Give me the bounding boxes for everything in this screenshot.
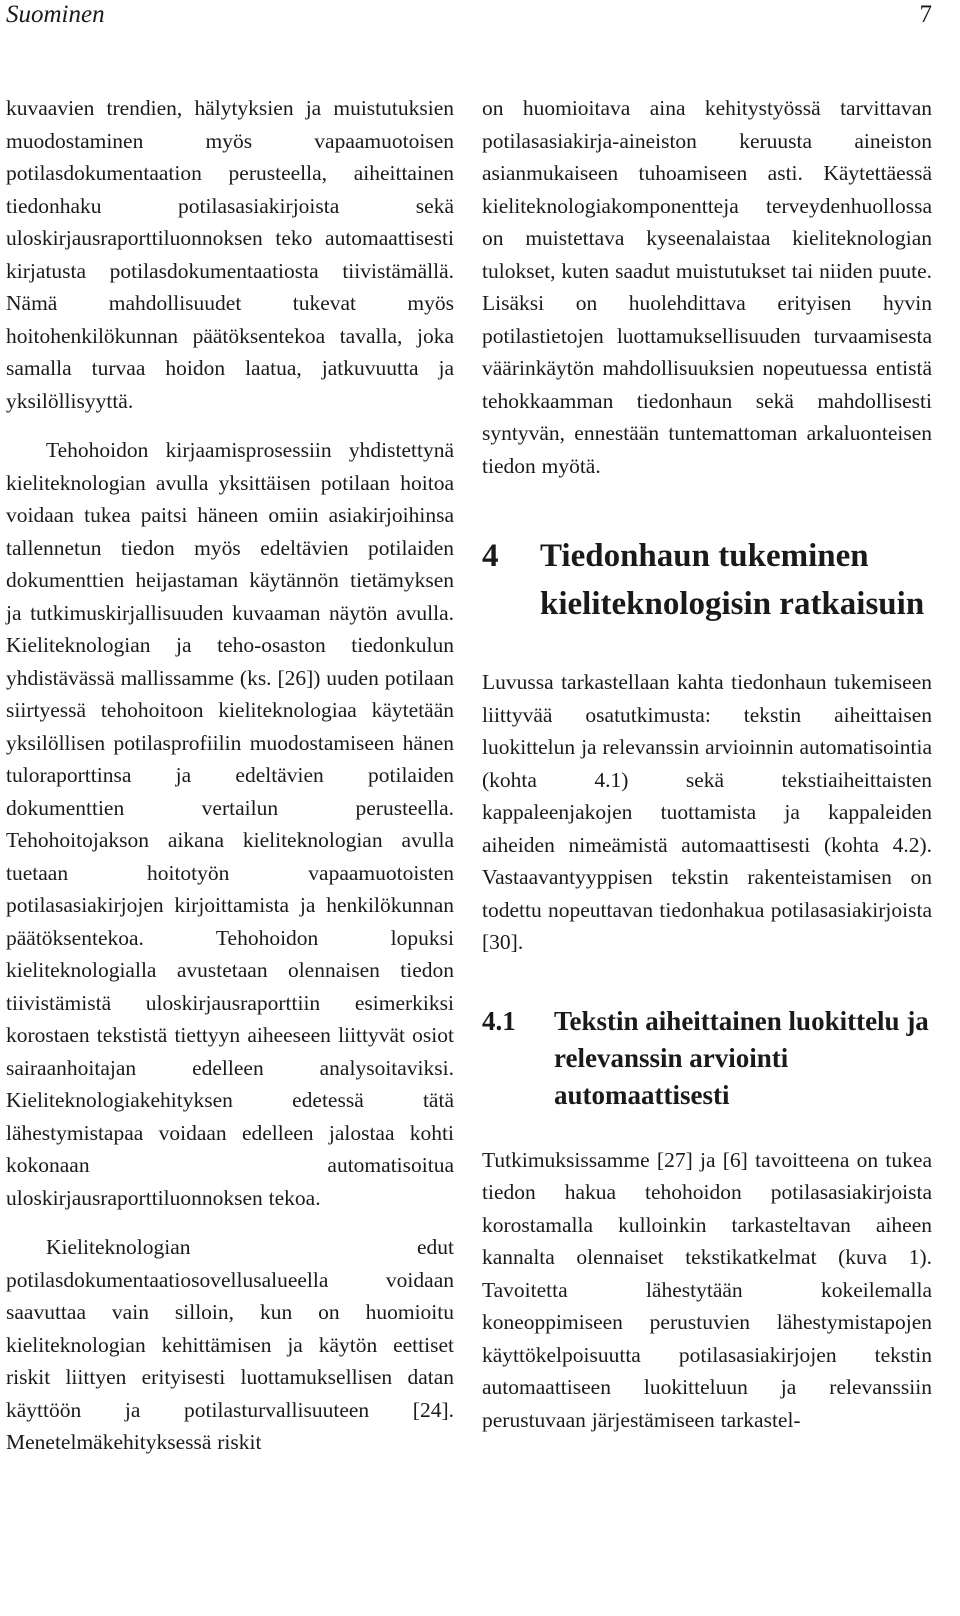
paragraph: Luvussa tarkastellaan kahta tiedonhaun tukemiseen liittyvää osatutkimusta: tekstin aiheittaisen luokittelun ja relevanssin arvioinnin automatisointia (kohta 4.1) sekä tekstiaiheittaisten kappaleenjakojen tuottamista ja kappaleiden aiheiden nimeämistä automaattisesti (kohta 4.2). Vastaavantyyppisen tekstin rakenteistamisen on todettu nopeuttavan tiedonhakua potilasasiakirjoista [30]. xyxy=(482,670,932,954)
left-column xyxy=(6,92,454,1459)
section-title: Tiedonhaun tukeminen kieliteknologisin ratkaisuin xyxy=(540,538,925,622)
subsection-number: 4.1 xyxy=(482,1005,516,1036)
paragraph: on huomioitava aina kehitystyössä tarvittavan potilasasiakirja-aineiston keruusta aineiston asianmukaiseen tuhoamiseen asti. Käytettäessä kieliteknologiakomponentteja terveydenhuollossa on muistettava kyseenalaistaa kieliteknologian tulokset, kuten saadut muistutukset tai niiden puute. Lisäksi on huolehdittava erityisen hyvin potilastietojen luottamuksellisuuden turvaamisesta väärinkäytön mahdollisuuksien nopeutuessa entistä tehokkaamman tiedonhaun sekä mahdollisesti syntyvän, ennestään tuntemattoman arkaluonteisen tiedon myötä. xyxy=(482,96,932,478)
running-title: Suominen xyxy=(6,1,105,28)
paragraph: Tutkimuksissamme [27] ja [6] tavoitteena on tukea tiedon hakua tehohoidon potilasasiakirjoista korostamalla kulloinkin tarkasteltavan aiheen kannalta olennaiset tekstikatkelmat (kuva 1). Tavoitetta lähestytään kokeilemalla koneoppimiseen perustuvien lähestymistapojen käyttökelpoisuutta potilasasiakirjojen tekstin automaattiseen luokitteluun ja relevanssiin perustuvaan järjestämiseen tarkastel- xyxy=(482,1147,932,1432)
subsection-heading xyxy=(482,1003,932,1114)
section-number: 4 xyxy=(482,538,499,574)
paragraph: kuvaavien trendien, hälytyksien ja muistutuksien muodostaminen myös vapaamuotoisen potilasdokumentaation perusteella, aiheittainen tiedonhaku potilasasiakirjoista sekä uloskirjausraporttiluonnoksen teko automaattisesti kirjatusta potilasdokumentaatiosta tiivistämällä. Nämä mahdollisuudet tukevat myös hoitohenkilökunnan päätöksentekoa tavalla, joka samalla turvaa hoidon laatua, jatkuvuutta ja yksilöllisyyttä. xyxy=(6,96,454,413)
paragraph: Kieliteknologian edut potilasdokumentaatiosovellusalueella voidaan saavuttaa vain silloin, kun on huomioitu kieliteknologian kehittämisen ja käytön eettiset riskit liittyen erityisesti luottamuksellisen datan käyttöön ja potilasturvallisuuteen [24]. Menetelmäkehityksessä riskit xyxy=(6,1235,454,1454)
page-number: 7 xyxy=(919,1,932,28)
right-column xyxy=(482,92,932,1436)
paragraph: Tehohoidon kirjaamisprosessiin yhdistettynä kieliteknologian avulla yksittäisen potilaan hoitoa voidaan tukea paitsi häneen omiin asiakirjoihinsa tallennetun tiedon myös edeltävien potilaiden dokumenttien heijastaman käytännön tietämyksen ja tutkimuskirjallisuuden kuvaaman näytön avulla. Kieliteknologian ja teho-osaston tiedonkulun yhdistävässä mallissamme (ks. [26]) uuden potilaan siirtyessä tehohoitoon kieliteknologiaa käytetään yksilöllisen potilasprofiilin muodostamiseen hänen tuloraporttinsa ja edeltävien potilaiden dokumenttien vertailun perusteella. Tehohoitojakson aikana kieliteknologian avulla tuetaan hoitotyön vapaamuotoisten potilasasiakirjojen kirjoittamista ja henkilökunnan päätöksentekoa. Tehohoidon lopuksi kieliteknologialla avustetaan olennaisen tiedon tiivistämistä uloskirjausraporttiin esimerkiksi korostaen tekstistä tiettyyn aiheeseen liittyvät osiot sairaanhoitajan edelleen analysoitaviksi. Kieliteknologiakehityksen edetessä tätä lähestymistapaa voidaan edelleen jalostaa kohti kokonaan automatisoitua uloskirjausraporttiluonnoksen tekoa. xyxy=(6,438,454,1210)
section-heading xyxy=(482,532,932,628)
running-header xyxy=(6,0,932,30)
subsection-title: Tekstin aiheittainen luokittelu ja relevanssin arviointi automaattisesti xyxy=(554,1005,929,1110)
